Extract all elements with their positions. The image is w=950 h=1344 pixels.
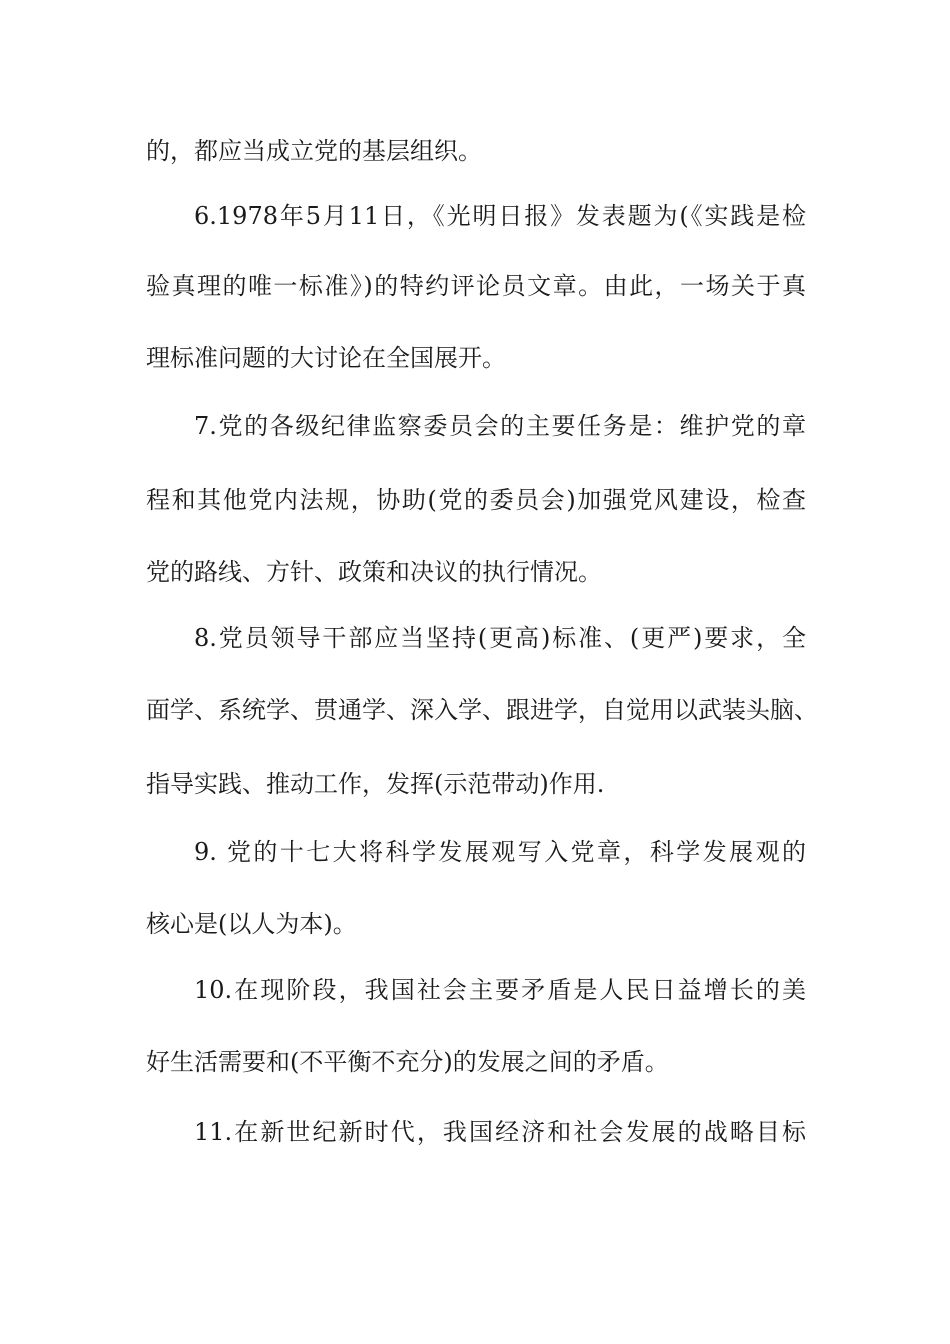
text-line: 指导实践、推动工作，发挥(示范带动)作用.	[146, 770, 605, 798]
text-line: 党的路线、方针、政策和决议的执行情况。	[146, 558, 602, 586]
text-line: 的，都应当成立党的基层组织。	[146, 137, 482, 165]
text-line: 理标准问题的大讨论在全国展开。	[146, 344, 506, 372]
text-line: 10.在现阶段，我国社会主要矛盾是人民日益增长的美	[194, 976, 806, 1004]
text-line: 7.党的各级纪律监察委员会的主要任务是：维护党的章	[194, 412, 806, 440]
text-line: 8.党员领导干部应当坚持(更高)标准、(更严)要求，全	[194, 624, 806, 652]
text-line: 核心是(以人为本)。	[146, 910, 357, 938]
text-line: 面学、系统学、贯通学、深入学、跟进学，自觉用以武装头脑、	[146, 696, 818, 724]
text-line: 程和其他党内法规，协助(党的委员会)加强党风建设，检查	[146, 486, 806, 514]
text-line: 6.1978年5月11日，《光明日报》发表题为(《实践是检	[194, 202, 806, 230]
text-line: 11.在新世纪新时代，我国经济和社会发展的战略目标	[194, 1118, 806, 1146]
text-line: 9. 党的十七大将科学发展观写入党章，科学发展观的	[194, 838, 806, 866]
text-line: 好生活需要和(不平衡不充分)的发展之间的矛盾。	[146, 1048, 669, 1076]
text-line: 验真理的唯一标准》)的特约评论员文章。由此，一场关于真	[146, 272, 806, 300]
